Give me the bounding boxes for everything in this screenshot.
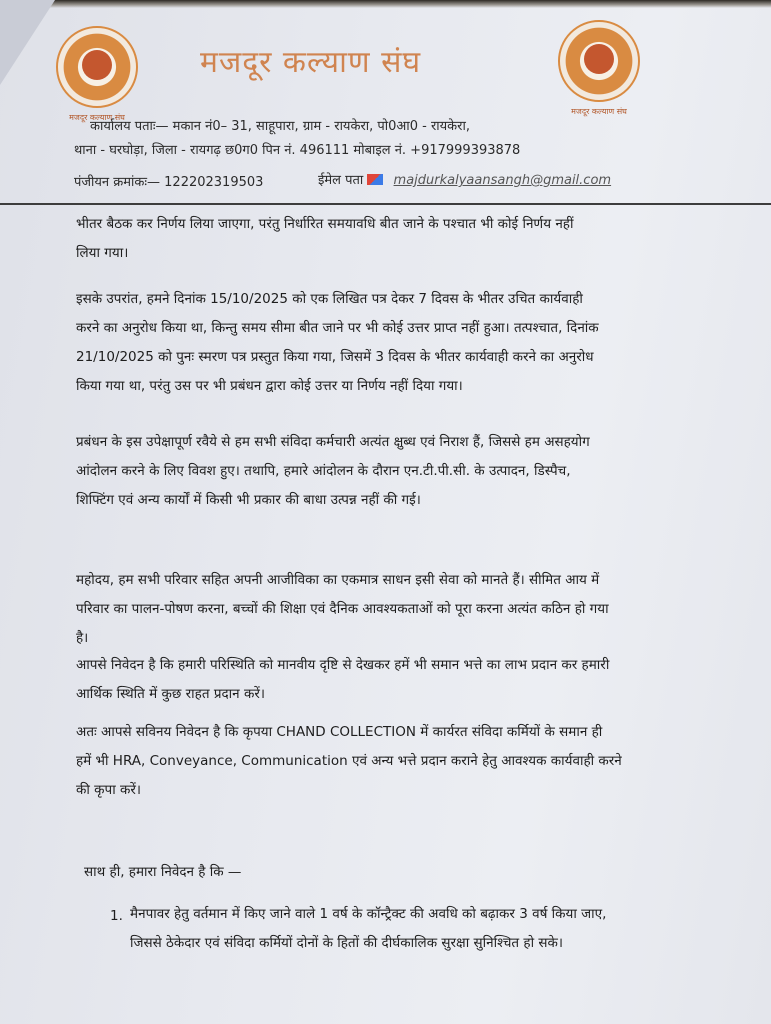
text-line: किया गया था, परंतु उस पर भी प्रबंधन द्वारा कोई उत्तर या निर्णय नहीं दिया गया। xyxy=(76,378,463,394)
logo-caption: मजदूर कल्याण संघ xyxy=(69,113,125,122)
email-address: majdurkalyaansangh@gmail.com xyxy=(393,173,612,188)
text-line: हमें भी HRA, Conveyance, Communication एवं अन्य भत्ते प्रदान कराने हेतु आवश्यक कार्यवाही करने xyxy=(76,753,622,769)
paragraph-3 xyxy=(76,428,676,515)
registration-number: पंजीयन क्रमांकः— 122202319503 xyxy=(74,175,264,190)
text-line: परिवार का पालन-पोषण करना, बच्चों की शिक्षा एवं दैनिक आवश्यकताओं को पूरा करना अत्यंत कठिन हो गया xyxy=(76,601,609,617)
text-line: 21/10/2025 को पुनः स्मरण पत्र प्रस्तुत किया गया, जिसमें 3 दिवस के भीतर कार्यवाही करने का अनुरोध xyxy=(76,349,594,365)
handshake-icon xyxy=(584,44,614,74)
text-line: आंदोलन करने के लिए विवश हुए। तथापि, हमारे आंदोलन के दौरान एन.टी.पी.सी. के उत्पादन, डिस्पैच, xyxy=(76,463,571,479)
paragraph-5 xyxy=(76,651,676,709)
email-row xyxy=(318,170,611,188)
text-line: प्रबंधन के इस उपेक्षापूर्ण रवैये से हम सभी संविदा कर्मचारी अत्यंत क्षुब्ध एवं निराश हैं, जिससे हम असहयोग xyxy=(76,434,590,450)
handshake-icon xyxy=(82,50,112,80)
paragraph-6 xyxy=(76,718,676,805)
address-line-1: कार्यालय पताः— मकान नं0– 31, साहूपारा, ग्राम - रायकेरा, पो0आ0 - रायकेरा, xyxy=(90,119,470,134)
address-line-2: थाना - घरघोड़ा, जिला - रायगढ़ छ0ग0 पिन नं. 496111 मोबाइल नं. +917999393878 xyxy=(74,143,521,158)
text-line: अतः आपसे सविनय निवेदन है कि कृपया CHAND COLLECTION में कार्यरत संविदा कर्मियों के समान ही xyxy=(76,724,603,740)
text-line: लिया गया। xyxy=(76,245,129,261)
paragraph-1 xyxy=(76,210,676,268)
folded-corner xyxy=(0,0,55,85)
text-line: महोदय, हम सभी परिवार सहित अपनी आजीविका का एकमात्र साधन इसी सेवा को मानते हैं। सीमित आय में xyxy=(76,572,600,588)
gmail-icon xyxy=(367,174,383,185)
list-number: 1. xyxy=(110,908,123,924)
email-label: ईमेल पता xyxy=(318,173,364,188)
text-line: आपसे निवेदन है कि हमारी परिस्थिति को मानवीय दृष्टि से देखकर हमें भी समान भत्ते का लाभ प्रदान कर हमारी xyxy=(76,657,610,673)
text-line: जिससे ठेकेदार एवं संविदा कर्मियों दोनों के हितों की दीर्घकालिक सुरक्षा सुनिश्चित हो सके। xyxy=(130,935,563,951)
text-line: है। xyxy=(76,630,89,646)
logo-caption: मजदूर कल्याण संघ xyxy=(571,107,627,116)
union-logo-right xyxy=(558,20,640,116)
text-line: मैनपावर हेतु वर्तमान में किए जाने वाले 1 वर्ष के कॉन्ट्रैक्ट की अवधि को बढ़ाकर 3 वर्ष किया जाए, xyxy=(130,906,607,922)
list-item xyxy=(130,900,690,958)
header-divider xyxy=(0,203,771,205)
text-line: आर्थिक स्थिति में कुछ राहत प्रदान करें। xyxy=(76,686,265,702)
text-line: इसके उपरांत, हमने दिनांक 15/10/2025 को एक लिखित पत्र देकर 7 दिवस के भीतर उचित कार्यवाही xyxy=(76,291,583,307)
text-line: भीतर बैठक कर निर्णय लिया जाएगा, परंतु निर्धारित समयावधि बीत जाने के पश्चात भी कोई निर्णय नहीं xyxy=(76,216,574,232)
paragraph-4 xyxy=(76,566,676,653)
text-line: शिफ्टिंग एवं अन्य कार्यों में किसी भी प्रकार की बाधा उत्पन्न नहीं की गई। xyxy=(76,492,421,508)
union-logo-left xyxy=(56,26,138,122)
page-edge-shadow xyxy=(0,0,771,8)
text-line: करने का अनुरोध किया था, किन्तु समय सीमा बीत जाने पर भी कोई उत्तर प्राप्त नहीं हुआ। तत्पश्चात, दिनांक xyxy=(76,320,599,336)
organization-name: मजदूर कल्याण संघ xyxy=(200,45,422,80)
text-line: की कृपा करें। xyxy=(76,782,141,798)
paragraph-7: साथ ही, हमारा निवेदन है कि — xyxy=(84,864,242,880)
paragraph-2 xyxy=(76,285,676,401)
